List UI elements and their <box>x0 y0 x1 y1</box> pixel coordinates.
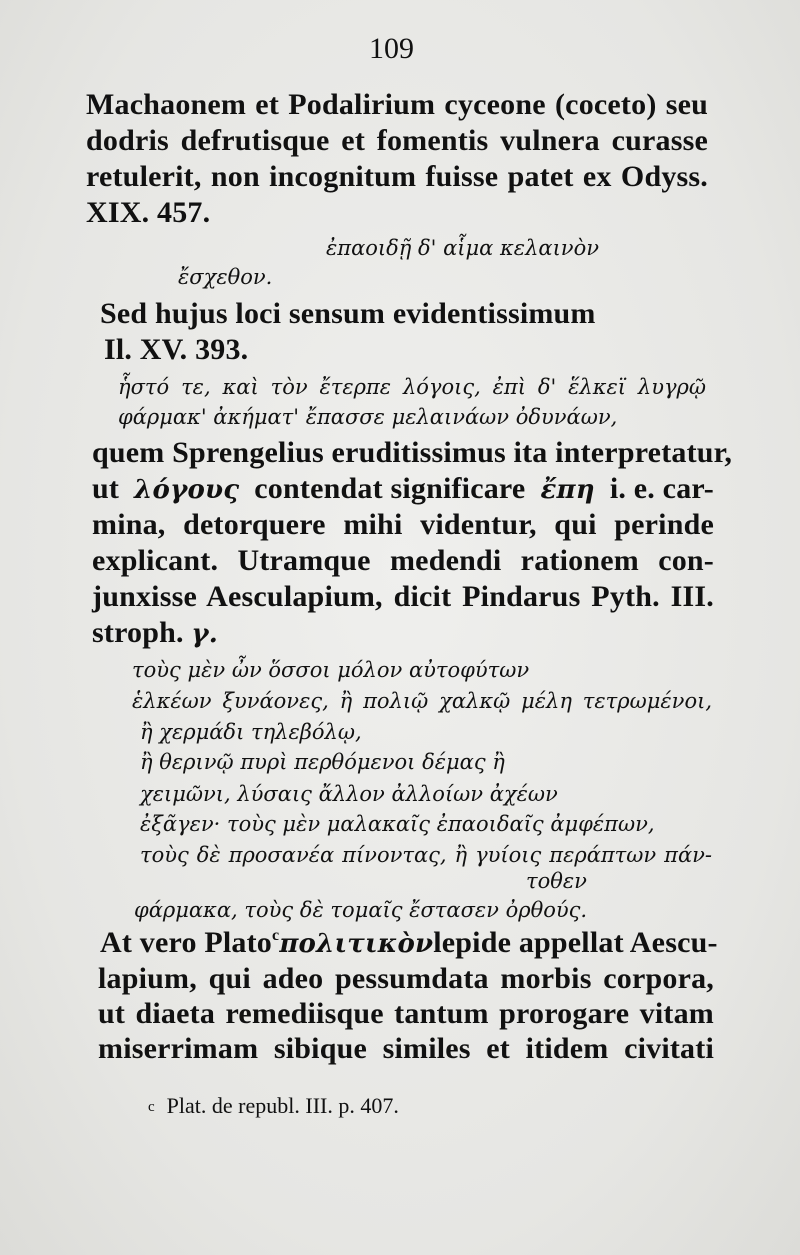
text-line <box>92 472 714 506</box>
greek-verse-line: φάρμακ' ἀκήματ' ἔπασσε μελαινάων ὀδυνάων, <box>118 405 618 429</box>
text-word: stroph. <box>92 616 184 649</box>
greek-verse-line: ἢ θερινῷ πυρὶ περθόμενοι δέμας ἢ <box>140 750 505 774</box>
greek-verse-line: χειμῶνι, λύσαις ἄλλον ἀλλοίων ἀχέων <box>140 782 558 806</box>
text-line: ut diaeta remediisque tantum prorogare vitam <box>98 997 714 1030</box>
text-line: dodris defrutisque et fomentis vulnera curasse <box>86 124 708 157</box>
text-phrase: contendat significare <box>254 472 526 505</box>
greek-verse-line: ἐπαοιδῇ δ' αἷμα κελαινὸν <box>326 236 599 260</box>
text-line: junxisse Aesculapium, dicit Pindarus Pyth. III. <box>92 580 714 613</box>
greek-verse-line: ἐξᾶγεν· τοὺς μὲν μαλακαῖς ἐπαοιδαῖς ἀμφέπων, <box>140 812 655 836</box>
page-number: 109 <box>369 32 414 65</box>
text-word: ut <box>92 472 120 505</box>
text-line: retulerit, non incognitum fuisse patet ex Odyss. <box>86 160 708 193</box>
text-phrase: i. e. car- <box>609 472 714 505</box>
greek-verse-line: ἔσχεθον. <box>178 265 273 289</box>
text-line: Sed hujus loci sensum evidentissimum <box>100 297 596 330</box>
text-phrase <box>100 926 279 960</box>
text-line: miserrimam sibique similes et itidem civitati <box>98 1032 714 1065</box>
footnote-mark: c <box>148 1099 155 1115</box>
text-line: explicant. Utramque medendi rationem con- <box>92 544 714 577</box>
greek-word: ἔπη <box>540 475 595 505</box>
text-line <box>100 926 718 960</box>
text-line <box>92 616 218 650</box>
greek-word: γ. <box>191 619 219 649</box>
footnote-reference: c <box>272 927 280 944</box>
greek-verse-line: ἑλκέων ξυνάονες, ἢ πολιῷ χαλκῷ μέλη τετρωμένοι, <box>132 689 712 713</box>
text-line: quem Sprengelius eruditissimus ita interpretatur, <box>92 436 733 469</box>
footnote <box>148 1093 399 1119</box>
citation-line: Il. XV. 393. <box>104 333 249 366</box>
citation-line: XIX. 457. <box>86 196 211 229</box>
greek-verse-line: τοὺς δὲ προσανέα πίνοντας, ἢ γυίοις περάπτων πάν- <box>140 843 712 867</box>
greek-verse-line: ἢ χερμάδι τηλεβόλῳ, <box>140 720 362 744</box>
footnote-text: Plat. de republ. III. p. 407. <box>166 1093 399 1118</box>
greek-word: λόγους <box>134 475 240 505</box>
greek-verse-line: τοὺς μὲν ὦν ὅσσοι μόλον αὐτοφύτων <box>132 658 530 682</box>
greek-verse-line: φάρμακα, τοὺς δὲ τομαῖς ἔστασεν ὀρθούς. <box>134 898 588 922</box>
greek-word: πολιτικὸν <box>279 929 434 959</box>
text-line: Machaonem et Podalirium cyceone (coceto) seu <box>86 88 708 121</box>
greek-verse-line: ἧστό τε, καὶ τὸν ἔτερπε λόγοις, ἐπὶ δ' ἕλκεϊ λυγρῷ <box>118 375 706 399</box>
greek-verse-line: τοθεν <box>526 869 587 893</box>
text-phrase: At vero Plato <box>100 926 272 959</box>
text-line: mina, detorquere mihi videntur, qui perinde <box>92 508 714 541</box>
text-phrase: lepide appellat Aescu- <box>433 926 718 959</box>
text-line: lapium, qui adeo pessumdata morbis corpora, <box>98 962 714 995</box>
